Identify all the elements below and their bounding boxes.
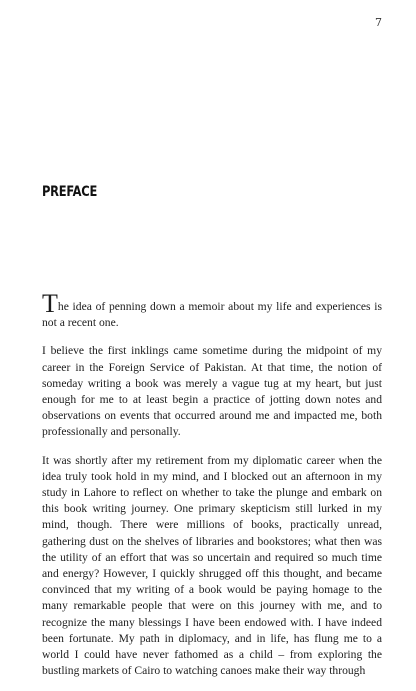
- chapter-title: PREFACE: [42, 184, 98, 200]
- page-number: 7: [375, 16, 382, 29]
- paragraph-1-text: he idea of penning down a memoir about my life and experiences is not a recent one.: [42, 300, 382, 330]
- drop-cap: T: [42, 289, 58, 318]
- body-text: [42, 289, 382, 691]
- paragraph-3: It was shortly after my retirement from my diplomatic career when the idea truly took hold in my mind, and I blocked out an afternoon in my study in Lahore to reflect on whether to take the plunge and embark on this book writing journey. One primary skepticism still lurked in my mind, though. There were millions of books, practically unread, gathering dust on the shelves of libraries and bookstores; what then was the utility of an effort that was so uncertain and required so much time and energy? However, I quickly shrugged off this thought, and became convinced that my writing of a book would be paying homage to the many remarkable people that were on this journey with me, and to recognize the many blessings I have been endowed with. I have indeed been fortunate. My path in diplomacy, and in life, has flung me to a world I could have never fathomed as a child – from exploring the bustling markets of Cairo to watching canoes make their way through: [42, 453, 382, 678]
- paragraph-1: [42, 289, 382, 331]
- paragraph-2: I believe the first inklings came sometime during the midpoint of my career in the Foreign Service of Pakistan. At that time, the notion of someday writing a book was merely a vague tug at my heart, but just enough for me to at least begin a practice of jotting down notes and observations on events that occurred around me and impacted me, both professionally and personally.: [42, 344, 382, 439]
